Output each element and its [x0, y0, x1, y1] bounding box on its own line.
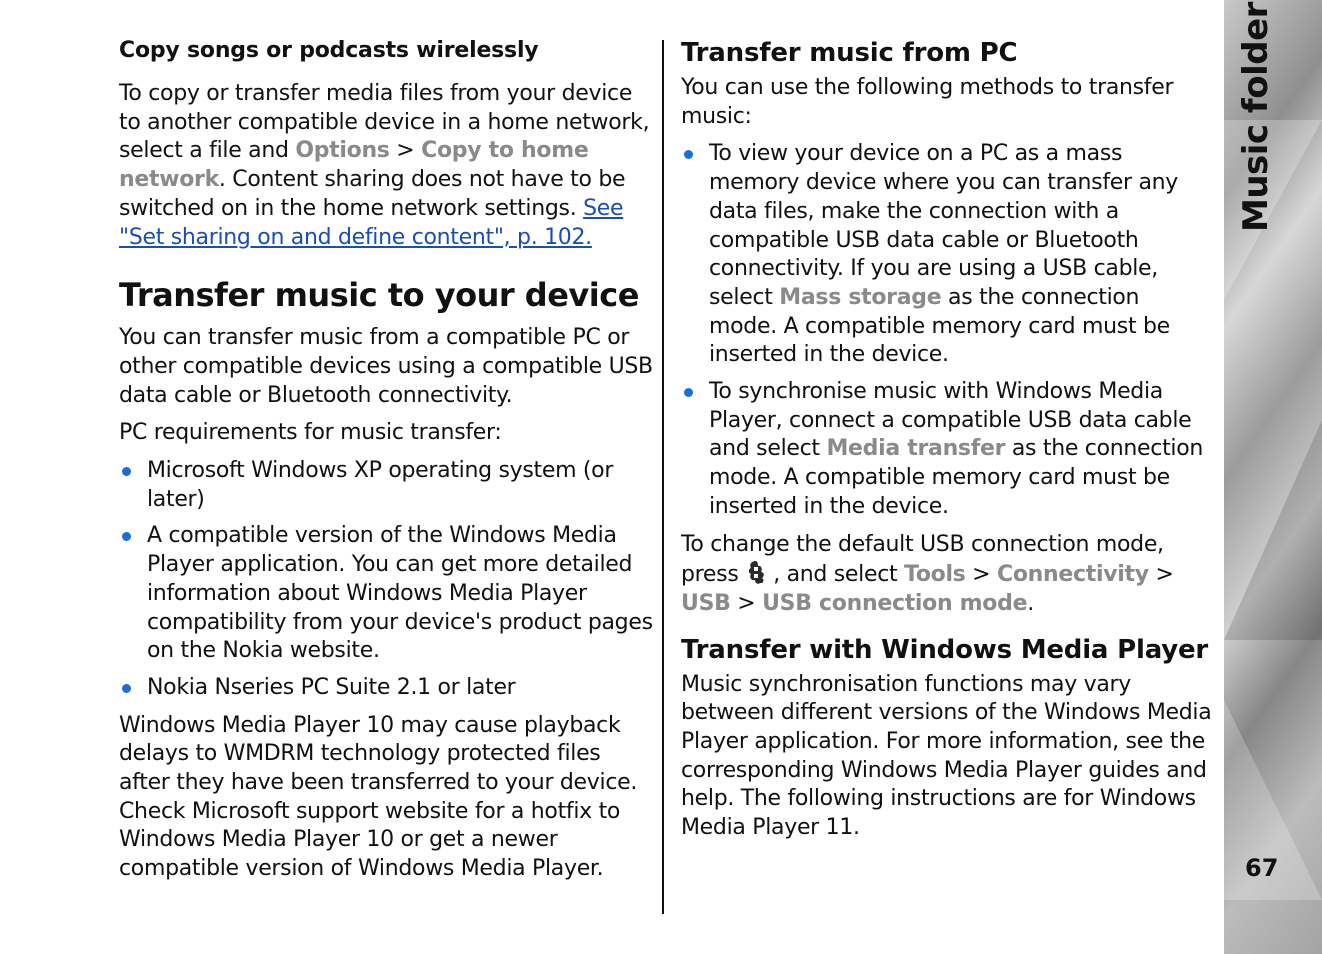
sidebar-decoration [1224, 420, 1322, 640]
left-column [119, 36, 653, 893]
bullet-icon [122, 467, 131, 476]
menu-usb-connection-mode: USB connection mode [762, 590, 1028, 616]
text-span: To change the default USB connection mode, press [681, 531, 1164, 588]
usb-mode-paragraph [681, 531, 1213, 619]
wmp-paragraph: Music synchronisation functions may vary between different versions of the Windows Media Player application. For more information, see the corresponding Windows Media Player guides and help. The following instructions are for Windows Media Player 11. [681, 671, 1212, 841]
menu-copy-to-home-network: Copy to home network [119, 138, 589, 193]
menu-tools: Tools [904, 562, 966, 588]
menu-connectivity: Connectivity [997, 562, 1149, 588]
copy-songs-heading: Copy songs or podcasts wirelessly [119, 38, 539, 63]
list-item-text: To synchronise music with Windows Media Player, connect a compatible USB data cable and select [709, 379, 1192, 462]
bullet-icon [684, 388, 693, 397]
list-item [119, 674, 653, 703]
menu-separator: > [965, 562, 998, 588]
bullet-icon [122, 532, 131, 541]
list-item [119, 457, 653, 514]
bullet-icon [122, 684, 131, 693]
transfer-wmp-heading: Transfer with Windows Media Player [681, 634, 1209, 665]
list-item [681, 140, 1213, 370]
transfer-music-heading: Transfer music to your device [119, 276, 639, 315]
list-item [681, 378, 1213, 522]
text-span: , and select [773, 562, 905, 588]
pc-requirements-intro: PC requirements for music transfer: [119, 420, 502, 446]
device-menu-key-icon [745, 559, 767, 587]
cross-reference-link[interactable]: See "Set sharing on and define content", p. 102. [119, 195, 624, 250]
right-column [681, 36, 1213, 852]
page-number: 67 [1245, 854, 1279, 882]
transfer-from-pc-heading: Transfer music from PC [681, 38, 1018, 68]
text-span: To copy or transfer media files from your device to another compatible device in a home network, select a file and [119, 81, 650, 164]
list-item-text: as the connection mode. A compatible memory card must be inserted in the device. [709, 436, 1204, 519]
column-divider [662, 40, 664, 914]
chapter-title: Music folder [1236, 2, 1276, 232]
list-item-text: To view your device on a PC as a mass memory device where you can transfer any data files, make the connection with a compatible USB data cable or Bluetooth connectivity. If you are using a USB cable, select [709, 141, 1178, 310]
bullet-icon [684, 150, 693, 159]
wmp10-note-paragraph: Windows Media Player 10 may cause playback delays to WMDRM technology protected files after they have been transferred to your device. Check Microsoft support website for a hotfix to Windows Media Player 10 or get a newer compatible version of Windows Media Player. [119, 712, 638, 882]
transfer-intro-paragraph: You can transfer music from a compatible PC or other compatible devices using a compatible USB data cable or Bluetooth connectivity. [119, 325, 653, 408]
list-item-text: Microsoft Windows XP operating system (or later) [147, 458, 614, 512]
list-item-text: A compatible version of the Windows Media Player application. You can get more detailed information about Windows Media Player compatibility from your device's product pages on the Nokia website. [147, 523, 653, 664]
pc-methods-intro: You can use the following methods to transfer music: [681, 75, 1174, 129]
menu-separator: > [730, 590, 763, 616]
menu-usb: USB [681, 590, 731, 616]
copy-songs-paragraph [119, 80, 653, 252]
menu-media-transfer: Media transfer [826, 436, 1006, 462]
list-item-text: as the connection mode. A compatible memory card must be inserted in the device. [709, 284, 1170, 368]
text-span: . [1027, 590, 1034, 616]
menu-separator: > [1148, 562, 1174, 588]
menu-options: Options [295, 138, 390, 164]
text-span: . Content sharing does not have to be switched on in the home network settings. [119, 167, 626, 221]
list-item [119, 522, 653, 666]
list-item-text: Nokia Nseries PC Suite 2.1 or later [147, 674, 516, 700]
menu-separator: > [389, 138, 422, 164]
methods-list [681, 140, 1213, 521]
menu-mass-storage: Mass storage [779, 284, 942, 310]
requirements-list [119, 457, 653, 703]
